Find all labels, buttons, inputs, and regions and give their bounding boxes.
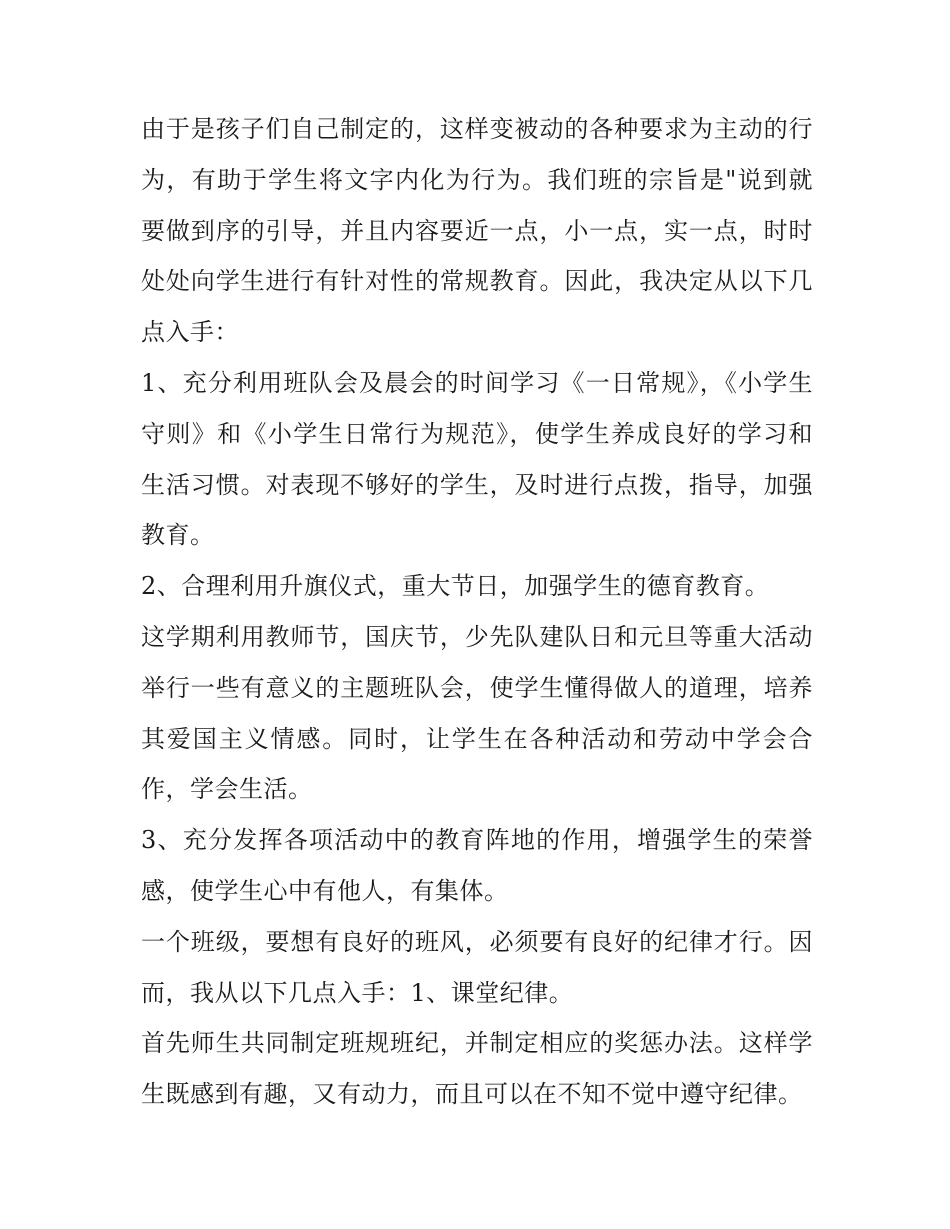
paragraph-item-1: 1、充分利用班队会及晨会的时间学习《一日常规》，《小学生守则》和《小学生日常行为规范》，使学生养成良好的学习和生活习惯。对表现不够好的学生，及时进行点拨，指导，加强教育。 [141,368,813,550]
paragraph-item-2: 2、合理利用升旗仪式，重大节日，加强学生的德育教育。 [141,572,770,601]
paragraph-item-2-detail: 这学期利用教师节，国庆节，少先队建队日和元旦等重大活动举行一些有意义的主题班队会，使学生懂得做人的道理，培养其爱国主义情感。同时，让学生在各种活动和劳动中学会合作，学会生活。 [141,622,813,804]
document-body [141,104,813,1120]
paragraph-classroom-rules: 首先师生共同制定班规班纪，并制定相应的奖惩办法。这样学生既感到有趣，又有动力，而且可以在不知不觉中遵守纪律。 [141,1029,813,1109]
paragraph-item-3: 3、充分发挥各项活动中的教育阵地的作用，增强学生的荣誉感，使学生心中有他人，有集体。 [141,826,813,905]
paragraph-discipline: 一个班级，要想有良好的班风，必须要有良好的纪律才行。因而，我从以下几点入手：1、课堂纪律。 [141,927,813,1007]
paragraph-intro: 由于是孩子们自己制定的，这样变被动的各种要求为主动的行为，有助于学生将文字内化为行为。我们班的宗旨是"说到就要做到序的引导，并且内容要近一点，小一点，实一点，时时处处向学生进行有针对性的常规教育。因此，我决定从以下几点入手： [141,115,813,347]
